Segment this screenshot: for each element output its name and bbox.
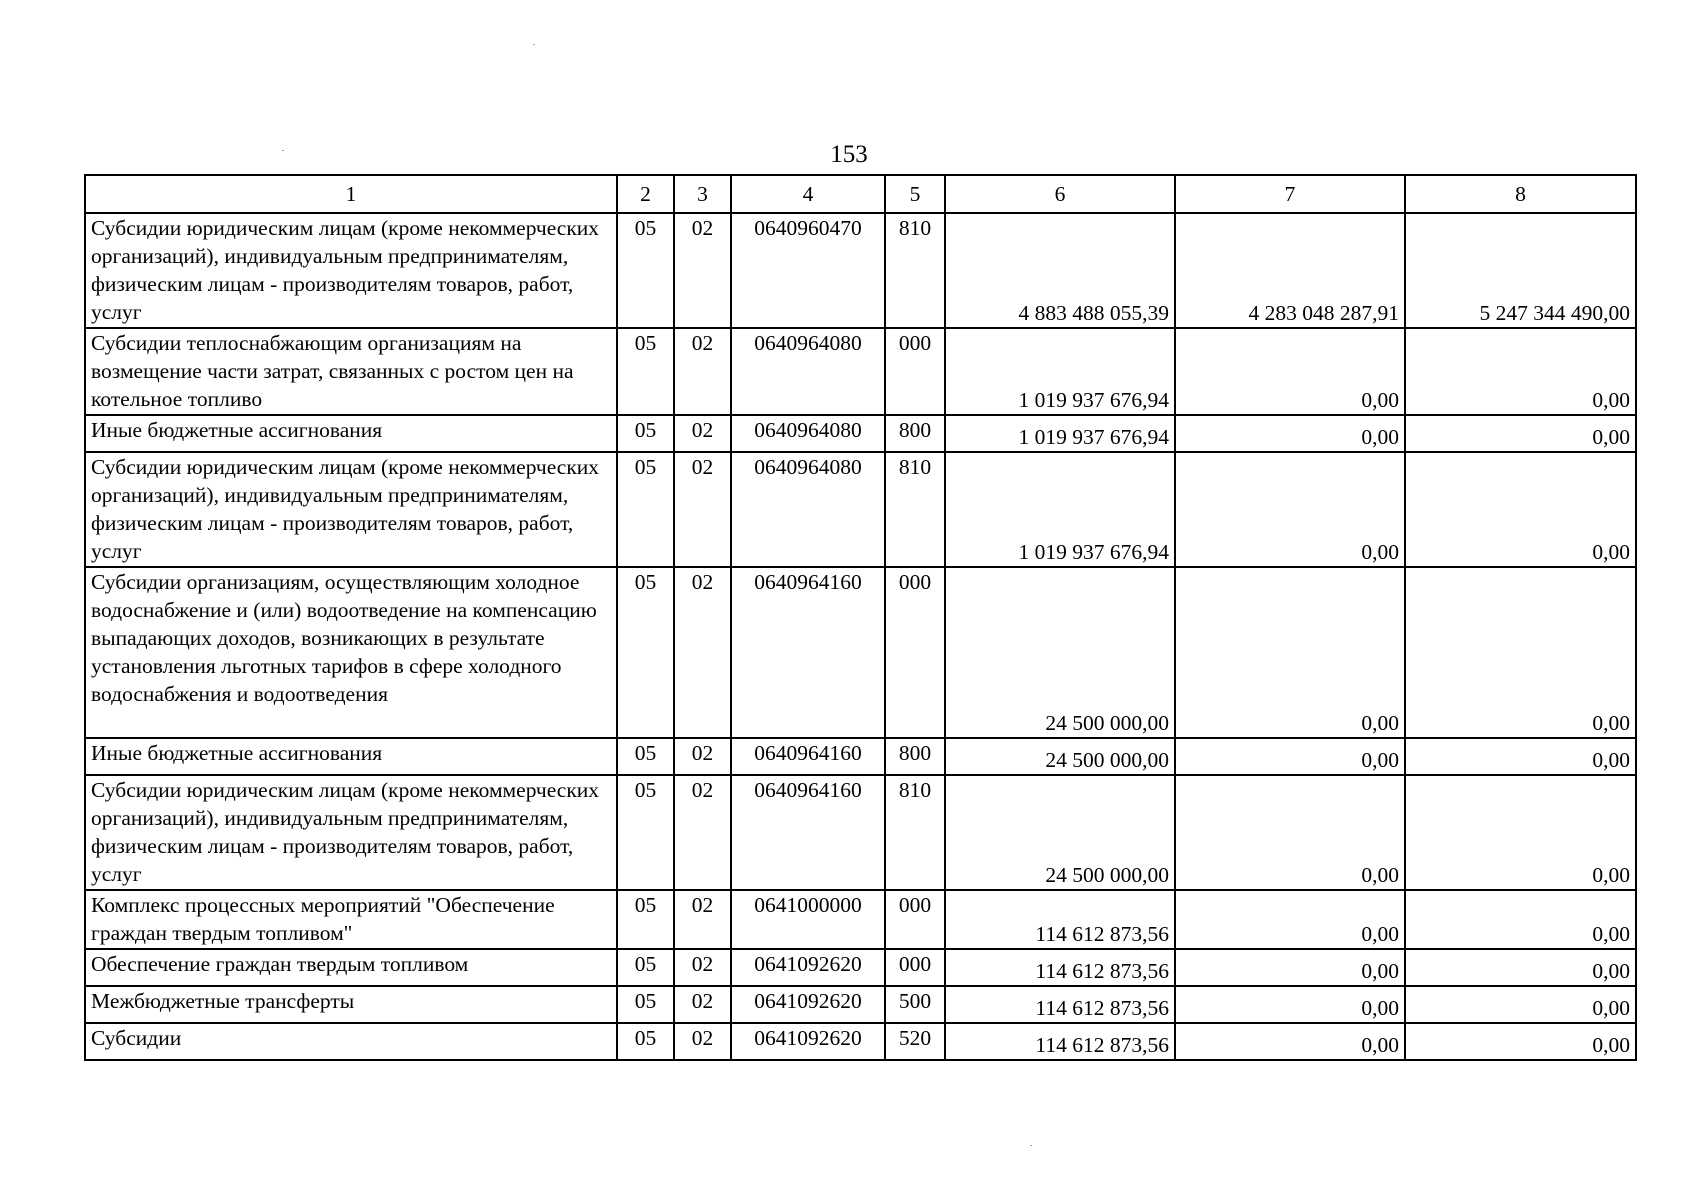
row-name: Иные бюджетные ассигнования — [85, 738, 617, 775]
section-code: 05 — [617, 452, 674, 567]
target-article-code: 0641092620 — [731, 1023, 885, 1060]
scan-speck — [533, 44, 535, 45]
amount-col-6: 114 612 873,56 — [945, 890, 1175, 949]
amount-col-6: 1 019 937 676,94 — [945, 452, 1175, 567]
amount-col-7: 4 283 048 287,91 — [1175, 213, 1405, 328]
table-row — [85, 213, 1636, 328]
amount-col-7: 0,00 — [1175, 775, 1405, 890]
expense-type-code: 500 — [885, 986, 945, 1023]
target-article-code: 0640964080 — [731, 328, 885, 415]
page-number: 153 — [830, 141, 868, 168]
column-header: 3 — [674, 175, 731, 213]
amount-col-8: 0,00 — [1405, 775, 1636, 890]
expense-type-code: 800 — [885, 415, 945, 452]
amount-col-6: 24 500 000,00 — [945, 567, 1175, 738]
subsection-code: 02 — [674, 567, 731, 738]
amount-col-8: 0,00 — [1405, 738, 1636, 775]
section-code: 05 — [617, 949, 674, 986]
expense-type-code: 520 — [885, 1023, 945, 1060]
expense-type-code: 000 — [885, 949, 945, 986]
section-code: 05 — [617, 775, 674, 890]
amount-col-7: 0,00 — [1175, 890, 1405, 949]
subsection-code: 02 — [674, 949, 731, 986]
target-article-code: 0640964160 — [731, 775, 885, 890]
amount-col-7: 0,00 — [1175, 452, 1405, 567]
subsection-code: 02 — [674, 890, 731, 949]
table-header-row — [85, 175, 1636, 213]
section-code: 05 — [617, 415, 674, 452]
section-code: 05 — [617, 328, 674, 415]
amount-col-7: 0,00 — [1175, 949, 1405, 986]
row-name: Субсидии юридическим лицам (кроме некоммерческих организаций), индивидуальным предпринимателям, физическим лицам - производителям товаров, работ, услуг — [85, 452, 617, 567]
column-header: 2 — [617, 175, 674, 213]
amount-col-7: 0,00 — [1175, 738, 1405, 775]
table-row — [85, 415, 1636, 452]
row-name: Комплекс процессных мероприятий "Обеспечение граждан твердым топливом" — [85, 890, 617, 949]
section-code: 05 — [617, 213, 674, 328]
section-code: 05 — [617, 986, 674, 1023]
budget-table — [84, 174, 1637, 1061]
subsection-code: 02 — [674, 415, 731, 452]
column-header: 6 — [945, 175, 1175, 213]
expense-type-code: 800 — [885, 738, 945, 775]
amount-col-8: 0,00 — [1405, 328, 1636, 415]
subsection-code: 02 — [674, 1023, 731, 1060]
amount-col-8: 0,00 — [1405, 567, 1636, 738]
subsection-code: 02 — [674, 738, 731, 775]
amount-col-7: 0,00 — [1175, 1023, 1405, 1060]
amount-col-6: 1 019 937 676,94 — [945, 328, 1175, 415]
amount-col-7: 0,00 — [1175, 567, 1405, 738]
target-article-code: 0641092620 — [731, 949, 885, 986]
row-name: Обеспечение граждан твердым топливом — [85, 949, 617, 986]
amount-col-6: 24 500 000,00 — [945, 775, 1175, 890]
amount-col-8: 0,00 — [1405, 452, 1636, 567]
subsection-code: 02 — [674, 452, 731, 567]
expense-type-code: 810 — [885, 775, 945, 890]
amount-col-8: 0,00 — [1405, 890, 1636, 949]
section-code: 05 — [617, 1023, 674, 1060]
amount-col-8: 0,00 — [1405, 949, 1636, 986]
amount-col-6: 114 612 873,56 — [945, 986, 1175, 1023]
section-code: 05 — [617, 567, 674, 738]
table-row — [85, 738, 1636, 775]
amount-col-7: 0,00 — [1175, 986, 1405, 1023]
target-article-code: 0641000000 — [731, 890, 885, 949]
table-row — [85, 775, 1636, 890]
scan-speck — [282, 150, 284, 151]
amount-col-6: 114 612 873,56 — [945, 949, 1175, 986]
expense-type-code: 000 — [885, 328, 945, 415]
row-name: Субсидии теплоснабжающим организациям на возмещение части затрат, связанных с ростом цен на котельное топливо — [85, 328, 617, 415]
table-row — [85, 452, 1636, 567]
row-name: Субсидии — [85, 1023, 617, 1060]
subsection-code: 02 — [674, 775, 731, 890]
amount-col-8: 0,00 — [1405, 1023, 1636, 1060]
target-article-code: 0640960470 — [731, 213, 885, 328]
amount-col-8: 5 247 344 490,00 — [1405, 213, 1636, 328]
target-article-code: 0640964080 — [731, 452, 885, 567]
scan-speck — [1030, 1145, 1032, 1146]
target-article-code: 0640964160 — [731, 738, 885, 775]
target-article-code: 0641092620 — [731, 986, 885, 1023]
row-name: Иные бюджетные ассигнования — [85, 415, 617, 452]
amount-col-6: 114 612 873,56 — [945, 1023, 1175, 1060]
table-row — [85, 567, 1636, 738]
column-header: 7 — [1175, 175, 1405, 213]
expense-type-code: 810 — [885, 213, 945, 328]
row-name: Субсидии юридическим лицам (кроме некоммерческих организаций), индивидуальным предпринимателям, физическим лицам - производителям товаров, работ, услуг — [85, 213, 617, 328]
amount-col-6: 4 883 488 055,39 — [945, 213, 1175, 328]
amount-col-7: 0,00 — [1175, 415, 1405, 452]
table-row — [85, 890, 1636, 949]
column-header: 1 — [85, 175, 617, 213]
section-code: 05 — [617, 890, 674, 949]
expense-type-code: 810 — [885, 452, 945, 567]
table-row — [85, 328, 1636, 415]
section-code: 05 — [617, 738, 674, 775]
table-row — [85, 949, 1636, 986]
amount-col-6: 1 019 937 676,94 — [945, 415, 1175, 452]
column-header: 8 — [1405, 175, 1636, 213]
subsection-code: 02 — [674, 986, 731, 1023]
amount-col-8: 0,00 — [1405, 415, 1636, 452]
table-row — [85, 986, 1636, 1023]
subsection-code: 02 — [674, 328, 731, 415]
column-header: 5 — [885, 175, 945, 213]
row-name: Межбюджетные трансферты — [85, 986, 617, 1023]
target-article-code: 0640964080 — [731, 415, 885, 452]
amount-col-7: 0,00 — [1175, 328, 1405, 415]
row-name: Субсидии организациям, осуществляющим холодное водоснабжение и (или) водоотведение на компенсацию выпадающих доходов, возникающих в результате установления льготных тарифов в сфере холодного водоснабжения и водоотведения — [85, 567, 617, 738]
amount-col-8: 0,00 — [1405, 986, 1636, 1023]
column-header: 4 — [731, 175, 885, 213]
table-row — [85, 1023, 1636, 1060]
expense-type-code: 000 — [885, 890, 945, 949]
amount-col-6: 24 500 000,00 — [945, 738, 1175, 775]
expense-type-code: 000 — [885, 567, 945, 738]
subsection-code: 02 — [674, 213, 731, 328]
target-article-code: 0640964160 — [731, 567, 885, 738]
row-name: Субсидии юридическим лицам (кроме некоммерческих организаций), индивидуальным предпринимателям, физическим лицам - производителям товаров, работ, услуг — [85, 775, 617, 890]
